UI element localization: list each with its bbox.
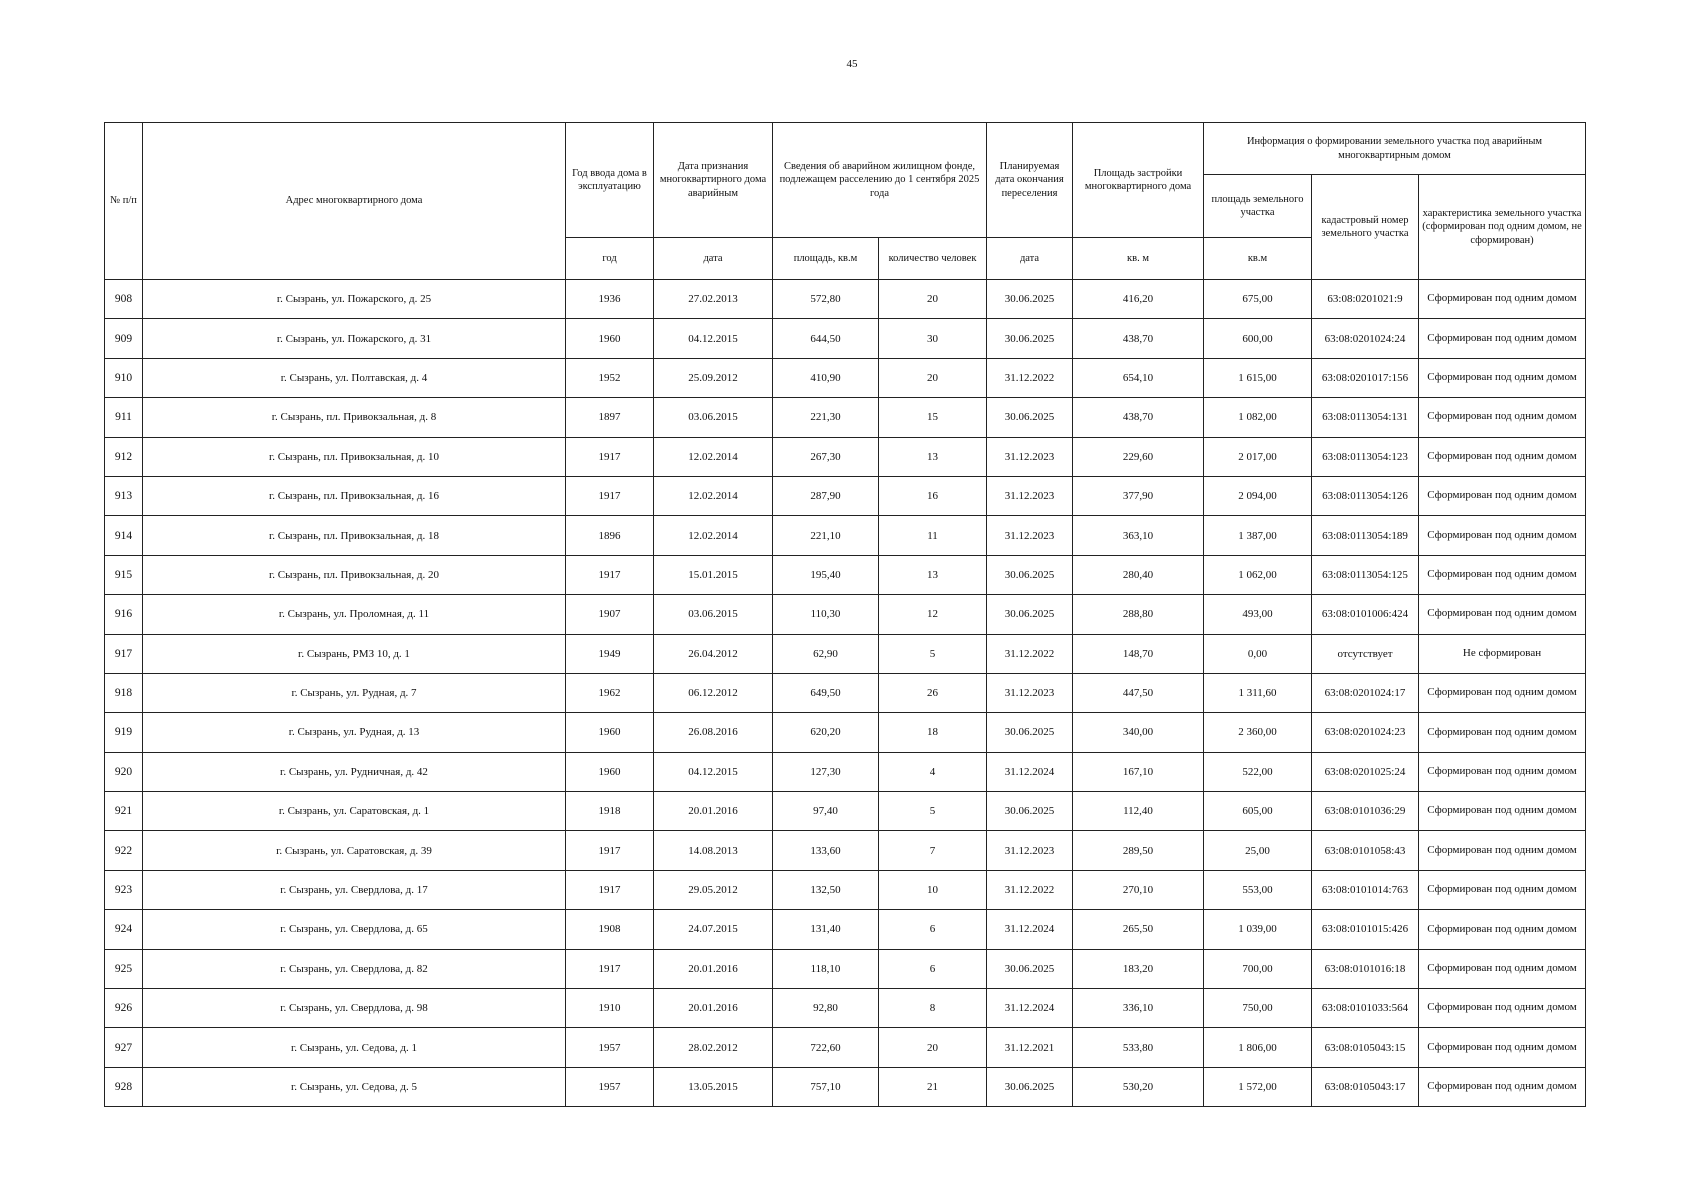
row-land-char: Сформирован под одним домом	[1419, 870, 1586, 909]
row-address: г. Сызрань, ул. Проломная, д. 11	[143, 595, 566, 634]
row-year: 1957	[566, 1067, 654, 1106]
header-num: № п/п	[105, 123, 143, 280]
row-address: г. Сызрань, ул. Свердлова, д. 98	[143, 989, 566, 1028]
row-cadastral: 63:08:0101015:426	[1312, 910, 1419, 949]
row-planned-date: 30.06.2025	[987, 1067, 1073, 1106]
table-body	[105, 280, 1586, 1107]
table-row	[105, 358, 1586, 397]
row-cadastral: 63:08:0113054:125	[1312, 555, 1419, 594]
row-number: 909	[105, 319, 143, 358]
header-recognized: Дата признания многоквартирного дома аварийным	[654, 123, 773, 238]
row-building-area: 183,20	[1073, 949, 1204, 988]
row-planned-date: 31.12.2022	[987, 358, 1073, 397]
row-recognized-date: 26.04.2012	[654, 634, 773, 673]
table-row	[105, 280, 1586, 319]
row-area: 644,50	[773, 319, 879, 358]
table-row	[105, 595, 1586, 634]
row-area: 118,10	[773, 949, 879, 988]
row-recognized-date: 12.02.2014	[654, 476, 773, 515]
row-number: 927	[105, 1028, 143, 1067]
row-land-area: 2 360,00	[1204, 713, 1312, 752]
row-address: г. Сызрань, ул. Свердлова, д. 82	[143, 949, 566, 988]
table-row	[105, 792, 1586, 831]
row-number: 916	[105, 595, 143, 634]
header-land-info: Информация о формировании земельного участка под аварийным многоквартирным домом	[1204, 123, 1586, 175]
row-building-area: 167,10	[1073, 752, 1204, 791]
header-address: Адрес многоквартирного дома	[143, 123, 566, 280]
page-number: 45	[846, 58, 858, 70]
row-area: 572,80	[773, 280, 879, 319]
row-land-char: Сформирован под одним домом	[1419, 595, 1586, 634]
row-planned-date: 31.12.2024	[987, 752, 1073, 791]
row-cadastral: 63:08:0101058:43	[1312, 831, 1419, 870]
table-row	[105, 989, 1586, 1028]
row-number: 922	[105, 831, 143, 870]
row-year: 1960	[566, 713, 654, 752]
row-cadastral: 63:08:0113054:123	[1312, 437, 1419, 476]
row-building-area: 270,10	[1073, 870, 1204, 909]
row-people: 20	[879, 280, 987, 319]
row-cadastral: 63:08:0101014:763	[1312, 870, 1419, 909]
header-building-area: Площадь застройки многоквартирного дома	[1073, 123, 1204, 238]
row-people: 6	[879, 949, 987, 988]
row-address: г. Сызрань, ул. Седова, д. 1	[143, 1028, 566, 1067]
row-cadastral: 63:08:0101016:18	[1312, 949, 1419, 988]
table-row	[105, 437, 1586, 476]
row-land-char: Сформирован под одним домом	[1419, 1067, 1586, 1106]
row-recognized-date: 03.06.2015	[654, 595, 773, 634]
row-number: 910	[105, 358, 143, 397]
row-land-area: 1 387,00	[1204, 516, 1312, 555]
row-year: 1917	[566, 437, 654, 476]
row-land-char: Сформирован под одним домом	[1419, 319, 1586, 358]
row-year: 1897	[566, 398, 654, 437]
row-recognized-date: 26.08.2016	[654, 713, 773, 752]
row-people: 6	[879, 910, 987, 949]
row-people: 26	[879, 673, 987, 712]
header-land-area: площадь земельного участка	[1204, 175, 1312, 238]
row-building-area: 654,10	[1073, 358, 1204, 397]
row-cadastral: 63:08:0113054:189	[1312, 516, 1419, 555]
row-area: 757,10	[773, 1067, 879, 1106]
row-land-area: 1 039,00	[1204, 910, 1312, 949]
table-row	[105, 1067, 1586, 1106]
row-planned-date: 31.12.2022	[987, 870, 1073, 909]
row-planned-date: 30.06.2025	[987, 319, 1073, 358]
row-planned-date: 31.12.2023	[987, 476, 1073, 515]
row-land-area: 0,00	[1204, 634, 1312, 673]
row-land-char: Сформирован под одним домом	[1419, 910, 1586, 949]
row-recognized-date: 06.12.2012	[654, 673, 773, 712]
row-year: 1917	[566, 949, 654, 988]
table-row	[105, 713, 1586, 752]
row-year: 1936	[566, 280, 654, 319]
row-building-area: 265,50	[1073, 910, 1204, 949]
row-address: г. Сызрань, ул. Саратовская, д. 39	[143, 831, 566, 870]
row-address: г. Сызрань, ул. Рудная, д. 7	[143, 673, 566, 712]
table-row	[105, 949, 1586, 988]
row-address: г. Сызрань, ул. Полтавская, д. 4	[143, 358, 566, 397]
unit-year: год	[566, 238, 654, 280]
row-land-area: 553,00	[1204, 870, 1312, 909]
row-number: 911	[105, 398, 143, 437]
row-recognized-date: 13.05.2015	[654, 1067, 773, 1106]
row-cadastral: 63:08:0201021:9	[1312, 280, 1419, 319]
row-year: 1917	[566, 831, 654, 870]
header-land-char: характеристика земельного участка (сформирован под одним домом, не сформирован)	[1419, 175, 1586, 280]
row-land-char: Сформирован под одним домом	[1419, 476, 1586, 515]
row-year: 1957	[566, 1028, 654, 1067]
row-year: 1960	[566, 319, 654, 358]
row-number: 914	[105, 516, 143, 555]
row-land-area: 1 572,00	[1204, 1067, 1312, 1106]
row-people: 21	[879, 1067, 987, 1106]
row-address: г. Сызрань, РМЗ 10, д. 1	[143, 634, 566, 673]
row-people: 13	[879, 437, 987, 476]
row-year: 1908	[566, 910, 654, 949]
row-people: 13	[879, 555, 987, 594]
row-recognized-date: 12.02.2014	[654, 437, 773, 476]
row-cadastral: 63:08:0201017:156	[1312, 358, 1419, 397]
unit-building: кв. м	[1073, 238, 1204, 280]
row-area: 195,40	[773, 555, 879, 594]
row-address: г. Сызрань, пл. Привокзальная, д. 20	[143, 555, 566, 594]
row-cadastral: 63:08:0113054:131	[1312, 398, 1419, 437]
row-cadastral: 63:08:0101033:564	[1312, 989, 1419, 1028]
row-people: 12	[879, 595, 987, 634]
row-people: 11	[879, 516, 987, 555]
row-people: 18	[879, 713, 987, 752]
row-year: 1907	[566, 595, 654, 634]
row-building-area: 112,40	[1073, 792, 1204, 831]
row-cadastral: 63:08:0113054:126	[1312, 476, 1419, 515]
row-land-char: Сформирован под одним домом	[1419, 949, 1586, 988]
row-cadastral: 63:08:0201025:24	[1312, 752, 1419, 791]
row-recognized-date: 20.01.2016	[654, 949, 773, 988]
row-year: 1917	[566, 555, 654, 594]
row-land-char: Сформирован под одним домом	[1419, 792, 1586, 831]
row-number: 913	[105, 476, 143, 515]
header-year: Год ввода дома в эксплуатацию	[566, 123, 654, 238]
row-people: 4	[879, 752, 987, 791]
row-recognized-date: 04.12.2015	[654, 752, 773, 791]
header-planned-date: Планируемая дата окончания переселения	[987, 123, 1073, 238]
row-address: г. Сызрань, ул. Свердлова, д. 65	[143, 910, 566, 949]
row-people: 20	[879, 358, 987, 397]
row-area: 287,90	[773, 476, 879, 515]
row-area: 132,50	[773, 870, 879, 909]
row-building-area: 533,80	[1073, 1028, 1204, 1067]
table-row	[105, 398, 1586, 437]
table-row	[105, 910, 1586, 949]
row-year: 1896	[566, 516, 654, 555]
row-address: г. Сызрань, пл. Привокзальная, д. 18	[143, 516, 566, 555]
unit-land: кв.м	[1204, 238, 1312, 280]
row-number: 912	[105, 437, 143, 476]
row-building-area: 416,20	[1073, 280, 1204, 319]
row-area: 267,30	[773, 437, 879, 476]
table-header	[105, 123, 1586, 280]
row-address: г. Сызрань, ул. Рудничная, д. 42	[143, 752, 566, 791]
row-recognized-date: 14.08.2013	[654, 831, 773, 870]
row-number: 915	[105, 555, 143, 594]
row-cadastral: 63:08:0201024:24	[1312, 319, 1419, 358]
row-area: 127,30	[773, 752, 879, 791]
row-planned-date: 31.12.2023	[987, 831, 1073, 870]
row-building-area: 336,10	[1073, 989, 1204, 1028]
row-land-area: 2 094,00	[1204, 476, 1312, 515]
unit-planned: дата	[987, 238, 1073, 280]
row-year: 1918	[566, 792, 654, 831]
row-cadastral: 63:08:0101036:29	[1312, 792, 1419, 831]
row-land-char: Сформирован под одним домом	[1419, 713, 1586, 752]
row-people: 5	[879, 792, 987, 831]
header-emergency-fund: Сведения об аварийном жилищном фонде, подлежащем расселению до 1 сентября 2025 года	[773, 123, 987, 238]
row-building-area: 148,70	[1073, 634, 1204, 673]
row-land-area: 522,00	[1204, 752, 1312, 791]
row-area: 620,20	[773, 713, 879, 752]
row-land-char: Сформирован под одним домом	[1419, 358, 1586, 397]
row-address: г. Сызрань, ул. Саратовская, д. 1	[143, 792, 566, 831]
table-row	[105, 516, 1586, 555]
row-recognized-date: 20.01.2016	[654, 989, 773, 1028]
row-planned-date: 30.06.2025	[987, 949, 1073, 988]
row-recognized-date: 27.02.2013	[654, 280, 773, 319]
row-building-area: 438,70	[1073, 398, 1204, 437]
row-number: 919	[105, 713, 143, 752]
row-address: г. Сызрань, пл. Привокзальная, д. 8	[143, 398, 566, 437]
row-address: г. Сызрань, ул. Рудная, д. 13	[143, 713, 566, 752]
row-land-char: Сформирован под одним домом	[1419, 437, 1586, 476]
row-building-area: 289,50	[1073, 831, 1204, 870]
row-number: 928	[105, 1067, 143, 1106]
row-area: 221,30	[773, 398, 879, 437]
row-land-area: 1 082,00	[1204, 398, 1312, 437]
table-row	[105, 831, 1586, 870]
row-people: 15	[879, 398, 987, 437]
row-number: 924	[105, 910, 143, 949]
row-address: г. Сызрань, ул. Седова, д. 5	[143, 1067, 566, 1106]
row-cadastral: отсутствует	[1312, 634, 1419, 673]
row-planned-date: 31.12.2022	[987, 634, 1073, 673]
row-year: 1910	[566, 989, 654, 1028]
row-people: 10	[879, 870, 987, 909]
row-planned-date: 31.12.2023	[987, 673, 1073, 712]
row-area: 649,50	[773, 673, 879, 712]
row-recognized-date: 03.06.2015	[654, 398, 773, 437]
row-planned-date: 30.06.2025	[987, 280, 1073, 319]
row-building-area: 340,00	[1073, 713, 1204, 752]
row-cadastral: 63:08:0105043:15	[1312, 1028, 1419, 1067]
row-recognized-date: 24.07.2015	[654, 910, 773, 949]
row-land-char: Сформирован под одним домом	[1419, 752, 1586, 791]
unit-people: количество человек	[879, 238, 987, 280]
row-area: 131,40	[773, 910, 879, 949]
table-row	[105, 319, 1586, 358]
row-recognized-date: 20.01.2016	[654, 792, 773, 831]
row-land-area: 25,00	[1204, 831, 1312, 870]
row-land-area: 1 062,00	[1204, 555, 1312, 594]
row-year: 1917	[566, 870, 654, 909]
row-land-char: Сформирован под одним домом	[1419, 831, 1586, 870]
row-planned-date: 31.12.2023	[987, 437, 1073, 476]
row-recognized-date: 28.02.2012	[654, 1028, 773, 1067]
table-row	[105, 555, 1586, 594]
row-number: 908	[105, 280, 143, 319]
table-row	[105, 752, 1586, 791]
row-area: 133,60	[773, 831, 879, 870]
row-year: 1960	[566, 752, 654, 791]
row-people: 8	[879, 989, 987, 1028]
row-recognized-date: 25.09.2012	[654, 358, 773, 397]
row-land-char: Сформирован под одним домом	[1419, 555, 1586, 594]
row-number: 925	[105, 949, 143, 988]
row-land-char: Сформирован под одним домом	[1419, 516, 1586, 555]
row-area: 62,90	[773, 634, 879, 673]
row-planned-date: 30.06.2025	[987, 555, 1073, 594]
row-land-area: 700,00	[1204, 949, 1312, 988]
row-address: г. Сызрань, пл. Привокзальная, д. 16	[143, 476, 566, 515]
row-area: 410,90	[773, 358, 879, 397]
row-land-char: Сформирован под одним домом	[1419, 1028, 1586, 1067]
table-row	[105, 476, 1586, 515]
row-land-area: 2 017,00	[1204, 437, 1312, 476]
row-number: 926	[105, 989, 143, 1028]
row-year: 1949	[566, 634, 654, 673]
row-building-area: 377,90	[1073, 476, 1204, 515]
table-row	[105, 673, 1586, 712]
row-area: 722,60	[773, 1028, 879, 1067]
row-cadastral: 63:08:0201024:17	[1312, 673, 1419, 712]
row-address: г. Сызрань, ул. Свердлова, д. 17	[143, 870, 566, 909]
row-building-area: 363,10	[1073, 516, 1204, 555]
row-people: 30	[879, 319, 987, 358]
row-cadastral: 63:08:0201024:23	[1312, 713, 1419, 752]
row-people: 16	[879, 476, 987, 515]
row-planned-date: 31.12.2024	[987, 989, 1073, 1028]
row-land-char: Сформирован под одним домом	[1419, 989, 1586, 1028]
row-recognized-date: 12.02.2014	[654, 516, 773, 555]
row-cadastral: 63:08:0101006:424	[1312, 595, 1419, 634]
row-area: 97,40	[773, 792, 879, 831]
row-year: 1952	[566, 358, 654, 397]
row-address: г. Сызрань, ул. Пожарского, д. 25	[143, 280, 566, 319]
row-address: г. Сызрань, ул. Пожарского, д. 31	[143, 319, 566, 358]
row-land-area: 493,00	[1204, 595, 1312, 634]
row-land-area: 600,00	[1204, 319, 1312, 358]
row-number: 920	[105, 752, 143, 791]
row-number: 918	[105, 673, 143, 712]
row-planned-date: 31.12.2024	[987, 910, 1073, 949]
row-land-char: Не сформирован	[1419, 634, 1586, 673]
row-area: 221,10	[773, 516, 879, 555]
row-recognized-date: 15.01.2015	[654, 555, 773, 594]
emergency-housing-table	[104, 122, 1586, 1107]
row-number: 921	[105, 792, 143, 831]
row-land-area: 675,00	[1204, 280, 1312, 319]
row-people: 7	[879, 831, 987, 870]
row-building-area: 229,60	[1073, 437, 1204, 476]
row-year: 1917	[566, 476, 654, 515]
row-building-area: 530,20	[1073, 1067, 1204, 1106]
row-building-area: 438,70	[1073, 319, 1204, 358]
row-planned-date: 31.12.2021	[987, 1028, 1073, 1067]
row-planned-date: 30.06.2025	[987, 713, 1073, 752]
row-number: 923	[105, 870, 143, 909]
row-building-area: 288,80	[1073, 595, 1204, 634]
row-number: 917	[105, 634, 143, 673]
row-planned-date: 31.12.2023	[987, 516, 1073, 555]
row-people: 5	[879, 634, 987, 673]
table-row	[105, 870, 1586, 909]
header-cadastral: кадастровый номер земельного участка	[1312, 175, 1419, 280]
row-address: г. Сызрань, пл. Привокзальная, д. 10	[143, 437, 566, 476]
row-land-char: Сформирован под одним домом	[1419, 280, 1586, 319]
table-row	[105, 1028, 1586, 1067]
row-planned-date: 30.06.2025	[987, 792, 1073, 831]
row-land-area: 605,00	[1204, 792, 1312, 831]
table-row	[105, 634, 1586, 673]
row-land-char: Сформирован под одним домом	[1419, 398, 1586, 437]
row-land-char: Сформирован под одним домом	[1419, 673, 1586, 712]
row-land-area: 1 806,00	[1204, 1028, 1312, 1067]
row-building-area: 280,40	[1073, 555, 1204, 594]
row-recognized-date: 04.12.2015	[654, 319, 773, 358]
row-land-area: 750,00	[1204, 989, 1312, 1028]
row-building-area: 447,50	[1073, 673, 1204, 712]
unit-date: дата	[654, 238, 773, 280]
row-land-area: 1 311,60	[1204, 673, 1312, 712]
row-recognized-date: 29.05.2012	[654, 870, 773, 909]
row-land-area: 1 615,00	[1204, 358, 1312, 397]
row-area: 110,30	[773, 595, 879, 634]
row-planned-date: 30.06.2025	[987, 398, 1073, 437]
row-year: 1962	[566, 673, 654, 712]
row-cadastral: 63:08:0105043:17	[1312, 1067, 1419, 1106]
row-area: 92,80	[773, 989, 879, 1028]
row-people: 20	[879, 1028, 987, 1067]
row-planned-date: 30.06.2025	[987, 595, 1073, 634]
unit-area: площадь, кв.м	[773, 238, 879, 280]
